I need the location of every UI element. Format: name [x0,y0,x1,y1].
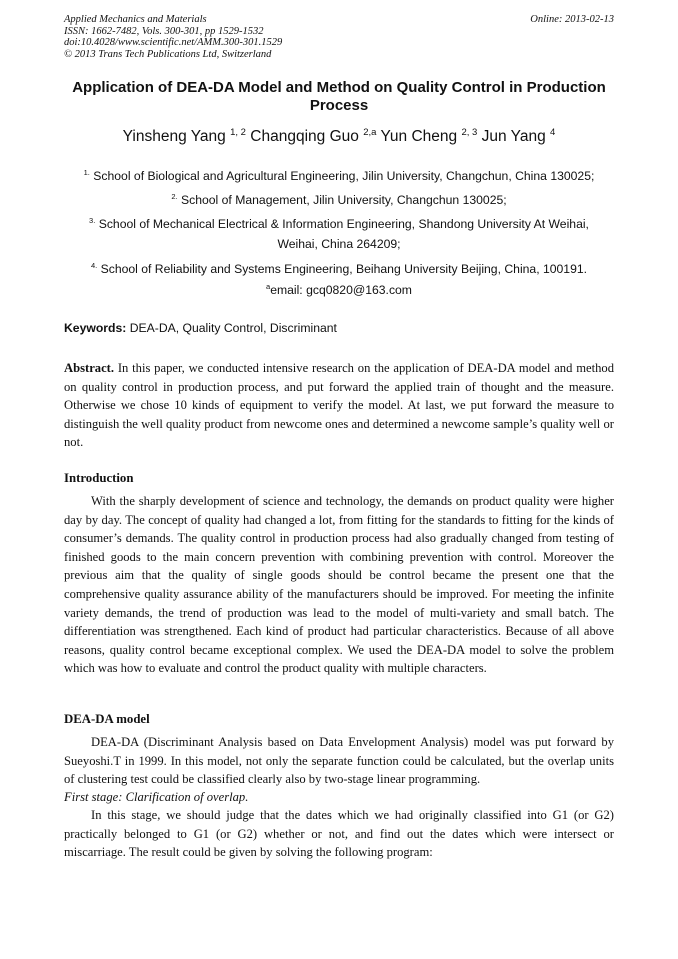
abstract-text: In this paper, we conducted intensive research on the application of DEA-DA model and method on quality control in production process, and put forward the applied train of thought and the measure. Otherwise we chose 10 kinds of equipment to verify the model. At last, we put forward the measure to distinguish the well quality product from newcome ones and determined a newcome sample’s quality well or not. [64,361,614,450]
affiliation-number: 1. [83,168,90,177]
affiliation-2 [64,187,614,210]
affiliation-text: School of Biological and Agricultural Engineering, Jilin University, Changchun, China 130025; [93,169,595,184]
journal-name: Applied Mechanics and Materials [64,14,207,25]
keywords-text: DEA-DA, Quality Control, Discriminant [129,321,337,335]
introduction-paragraph: With the sharply development of science and technology, the demands on product quality were higher day by day. The concept of quality had changed a lot, from fitting for the standards to fitting for the kinds of consumer’s demands. The quality control in production process had also gradually changed from testing of finished goods to the main concern prevention with combining prevention with control. Moreover the previous aim that the quality of single goods should be control became the present one that the comprehensive quality assurance ability of the manufacturers should be improved. For meeting the infinite variety demands, the trend of production was lead to the model of multi-variety and small batch. The differentiation was strengthened. Each kind of product had particular characteristics. Because of all above reasons, quality control became exceptional complex. We used the DEA-DA model to solve the problem which was how to evaluate and control the product quality with multiple characters. [64,494,614,676]
affiliation-text: School of Reliability and Systems Engineering, Beihang University Beijing, China, 100191. [100,262,588,277]
paper-title: Application of DEA-DA Model and Method on Quality Control in Production Process [72,79,606,114]
affiliation-number: 3. [89,216,96,225]
deada-paragraph: DEA-DA (Discriminant Analysis based on Data Envelopment Analysis) model was put forward by Sueyoshi.T in 1999. In this model, not only the separate function could be calculated, but the overlap units of clustering test could be classified clearly also by two-stage linear programming. [64,735,614,787]
author-superscript: 2, 3 [461,127,478,138]
author-name: Jun Yang [481,128,546,146]
affiliation-1 [64,163,614,186]
copyright-line: © 2013 Trans Tech Publications Ltd, Switzerland [64,48,272,60]
affiliation-number: 4. [90,261,98,270]
affiliation-text: School of Management, Jilin University, Changchun 130025; [181,193,507,208]
issn-line: ISSN: 1662-7482, Vols. 300-301, pp 1529-1532 [64,25,264,37]
deada-heading: DEA-DA model [64,712,150,726]
email-text: email: gcq0820@163.com [270,283,412,298]
online-date: Online: 2013-02-13 [530,14,614,25]
author-superscript: 4 [550,127,556,138]
author-name: Yun Cheng [380,128,458,146]
author-list [64,127,614,146]
abstract [64,359,614,452]
keywords [64,321,614,335]
abstract-label: Abstract. [64,361,115,375]
doi-line: doi:10.4028/www.scientific.net/AMM.300-301.1529 [64,37,283,49]
page-header [64,14,614,60]
first-stage-heading: First stage: Clarification of overlap. [64,790,249,804]
email-superscript: a [266,282,271,291]
first-stage-paragraph: In this stage, we should judge that the dates which we had originally classified into G1 (or G2) practically belonged to G1 (or G2) whether or not, and find out the dates which were intersect or miscarriage. The result could be given by solving the following program: [64,808,614,860]
affiliation-4 [64,256,614,279]
author-name: Yinsheng Yang [122,128,226,146]
affiliation-text: School of Mechanical Electrical & Information Engineering, Shandong University At Weihai, Weihai, China 264209; [98,217,589,252]
affiliation-3 [80,211,598,254]
email-line [64,277,614,300]
keywords-label: Keywords: [64,321,127,335]
author-superscript: 1, 2 [230,127,246,138]
author-superscript: 2,a [363,127,377,138]
author-name: Changqing Guo [250,128,359,146]
affiliation-number: 2. [171,192,178,201]
introduction-heading: Introduction [64,471,134,485]
